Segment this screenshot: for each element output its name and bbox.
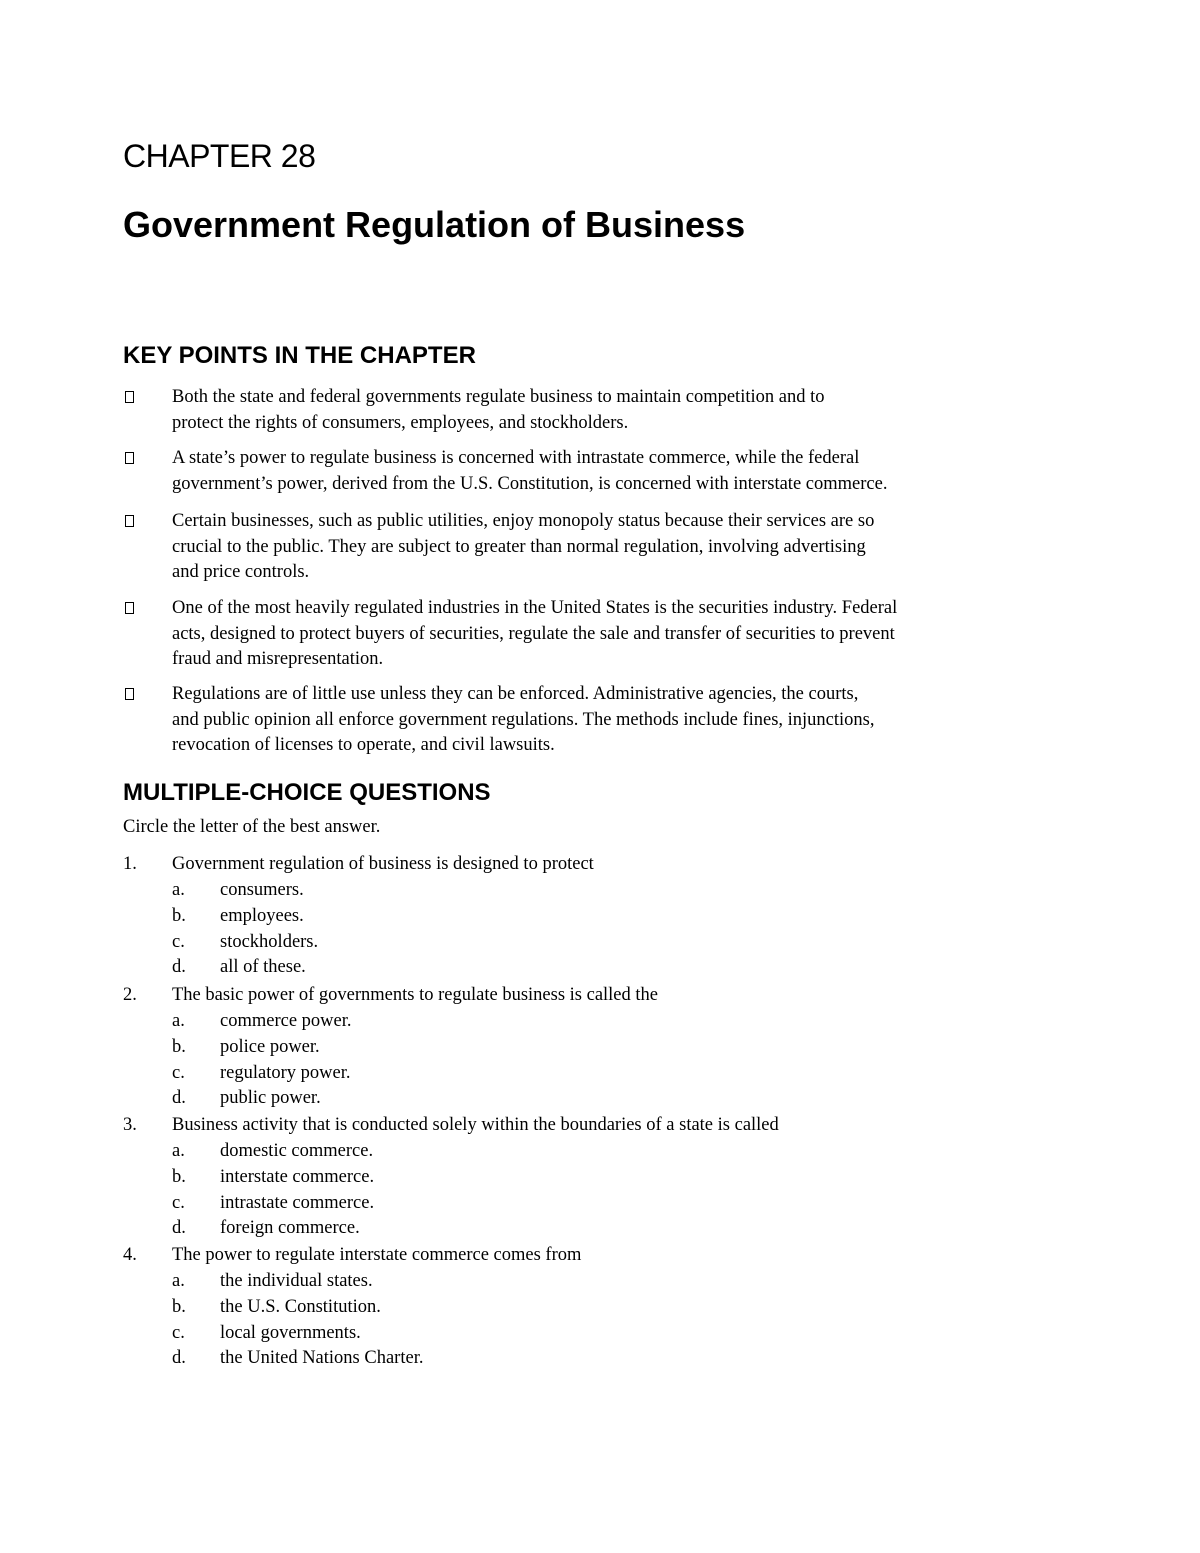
key-point-item — [123, 596, 1053, 673]
choice-letter: d. — [172, 957, 186, 977]
key-point-line: Both the state and federal governments regulate business to maintain competition and to — [172, 387, 825, 407]
choice-letter: d. — [172, 1218, 186, 1238]
key-point-line: revocation of licenses to operate, and civil lawsuits. — [172, 735, 555, 755]
choice-text: the United Nations Charter. — [220, 1348, 424, 1368]
question-number: 4. — [123, 1245, 137, 1265]
key-point-item — [123, 446, 1053, 497]
choice-text: local governments. — [220, 1323, 361, 1343]
key-point-line: fraud and misrepresentation. — [172, 649, 384, 669]
choice-letter: b. — [172, 1167, 186, 1187]
choice-letter: c. — [172, 932, 185, 952]
choice-text: regulatory power. — [220, 1063, 351, 1083]
checkbox-bullet-icon — [125, 688, 134, 700]
question-number: 1. — [123, 854, 137, 874]
key-point-line: government’s power, derived from the U.S. Constitution, is concerned with interstate commerce. — [172, 473, 888, 494]
mcq-instructions: Circle the letter of the best answer. — [123, 817, 381, 837]
choice-letter: c. — [172, 1323, 185, 1343]
choice-text: employees. — [220, 906, 304, 926]
choice-text: foreign commerce. — [220, 1218, 360, 1238]
choice-text: consumers. — [220, 880, 304, 900]
key-point-line: One of the most heavily regulated industries in the United States is the securities industry. Federal — [172, 598, 898, 618]
choice-text: police power. — [220, 1037, 320, 1057]
checkbox-bullet-icon — [125, 602, 134, 614]
choice-text: domestic commerce. — [220, 1141, 374, 1161]
chapter-label: CHAPTER 28 — [123, 138, 316, 174]
choice-letter: c. — [172, 1063, 185, 1083]
choice-text: stockholders. — [220, 932, 319, 952]
checkbox-bullet-icon — [125, 452, 134, 464]
choice-text: public power. — [220, 1088, 321, 1108]
choice-text: all of these. — [220, 957, 306, 977]
key-point-line: and public opinion all enforce government regulations. The methods include fines, injunctions, — [172, 709, 875, 730]
key-point-line: Regulations are of little use unless they can be enforced. Administrative agencies, the courts, — [172, 684, 859, 704]
choice-text: commerce power. — [220, 1011, 352, 1031]
key-point-item — [123, 682, 1053, 759]
choice-letter: a. — [172, 880, 185, 900]
choice-letter: a. — [172, 1141, 185, 1161]
choice-text: the individual states. — [220, 1271, 373, 1291]
key-point-line: Certain businesses, such as public utilities, enjoy monopoly status because their services are so — [172, 511, 875, 531]
question-number: 3. — [123, 1115, 137, 1135]
key-points-heading: KEY POINTS IN THE CHAPTER — [123, 342, 476, 369]
choice-letter: d. — [172, 1348, 186, 1368]
choice-letter: d. — [172, 1088, 186, 1108]
question-number: 2. — [123, 985, 137, 1005]
checkbox-bullet-icon — [125, 515, 134, 527]
choice-letter: b. — [172, 906, 186, 926]
key-point-item — [123, 385, 1053, 436]
choice-text: the U.S. Constitution. — [220, 1297, 381, 1317]
choice-letter: a. — [172, 1011, 185, 1031]
question-text: The power to regulate interstate commerce comes from — [172, 1245, 582, 1265]
chapter-title: Government Regulation of Business — [123, 204, 746, 245]
choice-letter: b. — [172, 1297, 186, 1317]
choice-letter: c. — [172, 1193, 185, 1213]
key-point-line: protect the rights of consumers, employees, and stockholders. — [172, 412, 629, 433]
key-point-item — [123, 509, 1053, 586]
question-text: Government regulation of business is designed to protect — [172, 854, 594, 874]
key-point-line: crucial to the public. They are subject to greater than normal regulation, involving advertising — [172, 536, 866, 557]
choice-letter: b. — [172, 1037, 186, 1057]
choice-text: intrastate commerce. — [220, 1193, 375, 1213]
mcq-heading: MULTIPLE-CHOICE QUESTIONS — [123, 779, 491, 806]
question-text: Business activity that is conducted solely within the boundaries of a state is called — [172, 1115, 779, 1135]
key-point-line: acts, designed to protect buyers of securities, regulate the sale and transfer of securities to prevent — [172, 623, 895, 644]
choice-letter: a. — [172, 1271, 185, 1291]
key-point-line: and price controls. — [172, 562, 310, 582]
question-text: The basic power of governments to regulate business is called the — [172, 985, 658, 1005]
key-point-line: A state’s power to regulate business is concerned with intrastate commerce, while the federal — [172, 448, 860, 468]
checkbox-bullet-icon — [125, 391, 134, 403]
choice-text: interstate commerce. — [220, 1167, 375, 1187]
